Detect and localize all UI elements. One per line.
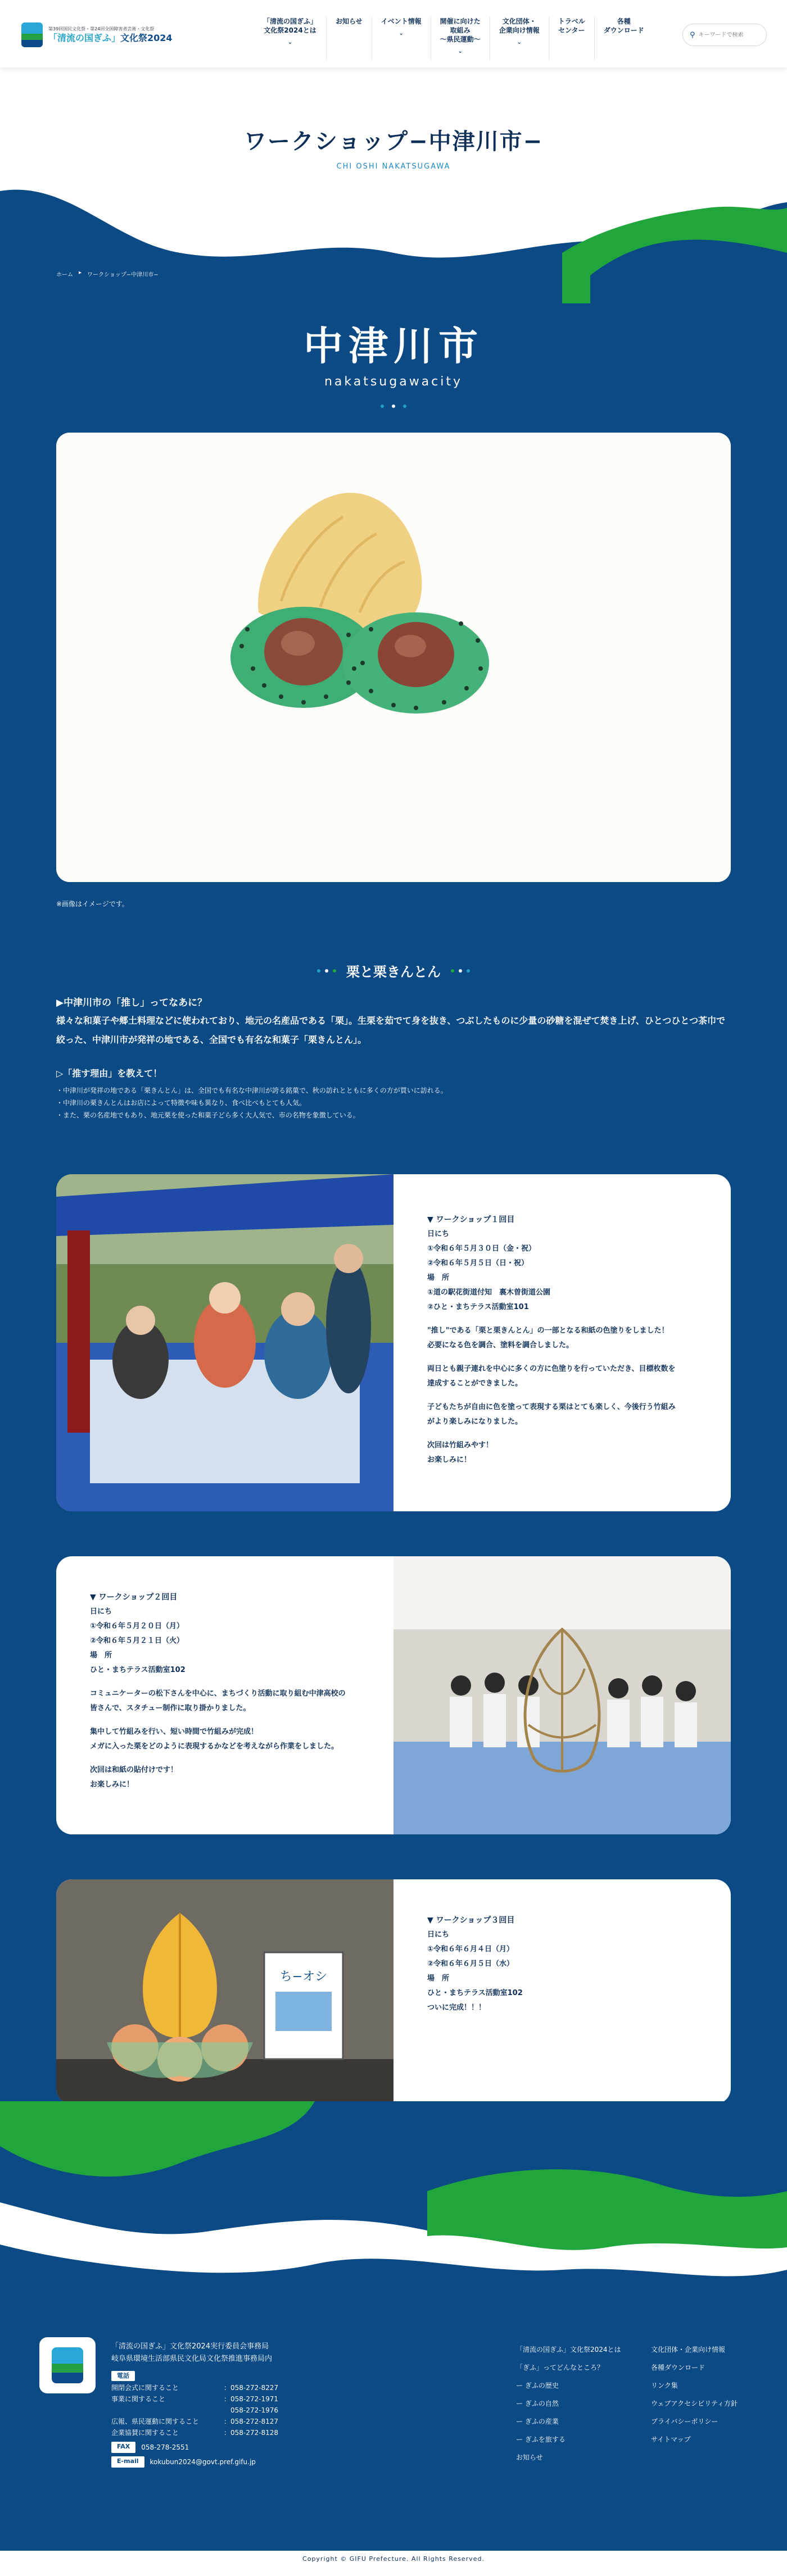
footer-phone-number: ：058-272-8128 [224, 2429, 279, 2437]
city-name: 中津川市 [304, 323, 483, 369]
section-title-text: 栗と栗きんとん [346, 964, 441, 980]
reason-item: ・中津川の栗きんとんはお店によって特徴や味も異なり、食べ比べもとても人気。 [56, 1099, 306, 1107]
logo-title-part1: 「清流の国ぎふ」 [48, 32, 121, 43]
workshop-line: ②令和６年６月５日（水） [427, 1960, 514, 1968]
footer-link[interactable]: ー ぎふの産業 [516, 2418, 559, 2425]
logo-mark-icon [21, 22, 43, 47]
nav-item-6[interactable] [594, 17, 653, 61]
intro-lead: 様々な和菓子や郷土料理などに使われており、地元の名産品である「栗」。生栗を茹でて身を抜き、つぶしたものに少量の砂糖を混ぜて焚き上げ、ひとつひとつ茶巾で絞った、中津川市が発祥の地である、全国でも有名な和菓子「栗きんとん」。 [56, 1015, 726, 1045]
chevron-down-icon: ⌄ [287, 39, 293, 46]
breadcrumb-separator-icon: ▸ [79, 270, 82, 276]
footer-link[interactable]: ウェブアクセシビリティ方針 [651, 2400, 738, 2407]
nav-item-label: 開催に向けた 取組み ～県民運動～ [440, 17, 481, 43]
workshop-line: がより楽しみになりました。 [427, 1418, 523, 1426]
dot-icon [403, 405, 406, 408]
global-nav [254, 17, 653, 61]
footer-phone-label: 開閉会式に関すること [111, 2384, 179, 2392]
nav-item-label: イベント情報 [381, 17, 422, 25]
nav-item-5[interactable] [549, 17, 594, 61]
workshop-line: ②令和６年５月５日（日・祝） [427, 1259, 529, 1267]
workshop-3-image [56, 1879, 394, 2104]
workshop-card-2 [56, 1556, 731, 1834]
section-dots-left [317, 969, 336, 973]
chevron-down-icon: ⌄ [399, 30, 404, 37]
workshop-card-1 [56, 1174, 731, 1511]
footer-phone-row [111, 2382, 278, 2393]
city-heading [0, 315, 787, 408]
workshop-line: ②ひと・まちテラス活動室101 [427, 1303, 529, 1311]
spacer [90, 1754, 365, 1763]
site-logo[interactable] [21, 22, 173, 47]
workshop-heading: ▼ ワークショップ２回目 [90, 1593, 178, 1602]
top-wave-decoration [0, 169, 787, 315]
workshop-heading: ▼ ワークショップ１回目 [427, 1215, 515, 1224]
workshop-heading: ▼ ワークショップ３回目 [427, 1916, 515, 1925]
workshop-2-photo [394, 1556, 731, 1834]
workshop-line: お楽しみに！ [90, 1780, 134, 1789]
footer-fax: 058-278-2551 [141, 2443, 189, 2451]
section-title [0, 961, 787, 980]
footer-phone-label [111, 2405, 224, 2416]
footer-org1: 「清流の国ぎふ」文化祭2024実行委員会事務局 [111, 2342, 269, 2351]
footer-link[interactable]: 「ぎふ」ってどんなところ？ [516, 2364, 604, 2371]
chevron-down-icon: ⌄ [458, 48, 463, 54]
footer-link[interactable]: サイトマップ [651, 2436, 691, 2443]
footer-links-1 [516, 2341, 621, 2466]
image-note: ※画像はイメージです。 [56, 900, 129, 908]
breadcrumb [56, 270, 159, 278]
breadcrumb-current: ワークショップ−中津川市− [87, 272, 159, 278]
footer-logo[interactable] [39, 2337, 96, 2393]
footer-phone-number: ：058-272-8127 [224, 2418, 279, 2425]
page-title: ワークショップ−中津川市− [243, 129, 544, 155]
spacer [90, 1678, 365, 1687]
workshop-line: ついに完成！！！ [427, 2003, 486, 2012]
footer-link[interactable]: 「清流の国ぎふ」文化祭2024とは [516, 2346, 621, 2354]
footer-link[interactable]: 文化団体・企業向け情報 [651, 2346, 726, 2354]
workshop-line: 子どもたちが自由に色を塗って表現する栗はとても楽しく、今後行う竹組み [427, 1403, 676, 1411]
footer-link[interactable]: 各種ダウンロード [651, 2364, 705, 2371]
workshop-card-3 [56, 1879, 731, 2104]
workshop-line: 皆さんで、スタチュー制作に取り掛かりました。 [90, 1704, 251, 1712]
nav-item-3[interactable] [431, 17, 490, 61]
footer-tag-fax: FAX [111, 2442, 135, 2453]
spacer [427, 1353, 703, 1362]
city-name-en: nakatsugawacity [324, 375, 463, 389]
footer-phone-number: ：058-272-1971 [224, 2395, 279, 2403]
footer-org2: 岐阜県環境生活部県民文化局文化祭推進事務局内 [111, 2355, 273, 2363]
reason-item: ・また、栗の名産地でもあり、地元栗を使った和菓子どら多く大人気で、市の名物を象徴している。 [56, 1111, 360, 1119]
breadcrumb-home[interactable]: ホーム [56, 272, 73, 278]
workshop-line: 次回は和紙の貼付けです！ [90, 1766, 178, 1774]
workshop-1-photo [56, 1174, 394, 1511]
kuri-kinton-illustration [56, 433, 731, 882]
spacer [427, 1429, 703, 1438]
spacer [427, 1315, 703, 1324]
site-header [0, 0, 787, 67]
workshop-line: 場 所 [427, 1974, 450, 1983]
workshop-line: 集中して竹組みを行い、短い時間で竹組みが完成！ [90, 1728, 259, 1736]
workshop-1-image [56, 1174, 394, 1511]
footer-link[interactable]: プライバシーポリシー [651, 2418, 718, 2425]
workshop-line: ①令和６年５月２０日（月） [90, 1622, 184, 1630]
main-illustration [56, 433, 731, 882]
workshop-line: ひと・まちテラス活動室102 [90, 1666, 186, 1674]
section-dots-right [451, 969, 470, 973]
footer-phone-number: ：058-272-8227 [224, 2384, 279, 2392]
workshop-line: 日にち [90, 1607, 112, 1616]
footer-phone-row [111, 2416, 278, 2427]
workshop-line: 両日とも親子連れを中心に多くの方に色塗りを行っていただき、目標枚数を [427, 1365, 676, 1373]
footer-phone-rows [111, 2382, 278, 2438]
bottom-wave-decoration [0, 2101, 787, 2337]
search-box[interactable] [682, 24, 767, 46]
workshop-line: ①道の駅花街道付知 裏木曽街道公園 [427, 1288, 551, 1297]
city-dots [0, 405, 787, 408]
nav-item-0[interactable] [254, 17, 326, 61]
search-icon[interactable]: ⚲ [690, 30, 695, 39]
workshop-line: コミュニケーターの松下さんを中心に、まちづくり活動に取り組む中津高校の [90, 1689, 346, 1698]
nav-item-1[interactable] [326, 17, 372, 61]
spacer [427, 1391, 703, 1400]
workshop-3-text [394, 1879, 731, 2104]
footer-phone-number: 058-272-1976 [224, 2406, 279, 2414]
footer-phone-label: 事業に関すること [111, 2395, 166, 2403]
workshop-line: 必要になる色を調合、塗料を調合しました。 [427, 1341, 574, 1350]
workshop-line: 達成することができました。 [427, 1379, 523, 1388]
workshop-line: 日にち [427, 1930, 450, 1939]
reason-list [56, 1084, 731, 1121]
nav-item-label: 文化団体・ 企業向け情報 [499, 17, 540, 34]
workshop-2-image [394, 1556, 731, 1834]
nav-item-2[interactable] [372, 17, 431, 61]
workshop-line: メガに入った栗をどのように表現するかなどを考えながら作業をしました。 [90, 1742, 339, 1751]
logo-title-part2: 文化祭2024 [120, 32, 173, 43]
workshop-line: ①令和６年５月３０日（金・祝） [427, 1244, 536, 1253]
workshop-line: ②令和６年５月２１日（火） [90, 1637, 184, 1645]
site-footer [0, 2326, 787, 2551]
workshop-line: ひと・まちテラス活動室102 [427, 1989, 523, 1997]
workshop-1-text [394, 1174, 731, 1511]
logo-subtitle: 第39回国民文化祭・第24回全国障害者芸術・文化祭 [48, 26, 155, 31]
poster-text: ち−オシ [279, 1970, 328, 1984]
workshop-line: お楽しみに！ [427, 1456, 472, 1464]
footer-tag-mail: E-mail [111, 2456, 144, 2468]
intro-text [56, 994, 731, 1121]
footer-phone-row [111, 2427, 278, 2438]
page-subtitle: CHI OSHI NAKATSUGAWA [336, 162, 451, 171]
dot-icon [392, 405, 395, 408]
footer-contact [111, 2341, 278, 2468]
spacer [90, 1716, 365, 1725]
footer-phone-row [111, 2393, 278, 2405]
footer-phone-label: 企業協賛に関すること [111, 2429, 179, 2437]
footer-links-2 [651, 2341, 738, 2448]
nav-item-4[interactable] [490, 17, 549, 61]
workshop-line: ①令和６年６月４日（月） [427, 1945, 514, 1953]
nav-item-label: トラベル センター [558, 17, 585, 34]
footer-link[interactable]: お知らせ [516, 2454, 543, 2461]
intro-question: ▶中津川市の「推し」ってなあに？ [56, 997, 207, 1008]
workshop-2-text [56, 1556, 394, 1834]
chevron-down-icon: ⌄ [517, 39, 522, 46]
dot-icon [381, 405, 384, 408]
workshop-line: 次回は竹組みやす！ [427, 1441, 494, 1450]
footer-tag-phone: 電話 [111, 2371, 135, 2381]
footer-mail-link[interactable]: kokubun2024@govt.pref.gifu.jp [150, 2458, 256, 2466]
nav-item-label: 各種 ダウンロード [603, 17, 644, 34]
copyright: Copyright © GIFU Prefecture. All Rights Reserved. [302, 2555, 485, 2563]
reason-item: ・中津川が発祥の地である「栗きんとん」は、全国でも有名な中津川が誇る銘菓で、秋の訪れとともに多くの方が買いに訪れる。 [56, 1087, 447, 1094]
workshop-line: 場 所 [90, 1651, 112, 1660]
workshop-line: 場 所 [427, 1274, 450, 1282]
footer-link[interactable]: ー ぎふの自然 [516, 2400, 559, 2407]
footer-link[interactable]: リンク集 [651, 2382, 678, 2389]
page-heading [0, 124, 787, 171]
footer-link[interactable]: ー ぎふを旅する [516, 2436, 566, 2443]
reason-title: ▷「推す理由」を教えて！ [56, 1068, 162, 1079]
logo-title [48, 32, 173, 44]
search-input[interactable] [699, 32, 755, 38]
footer-logo-mark-icon [52, 2347, 83, 2383]
footer-link[interactable]: ー ぎふの歴史 [516, 2382, 559, 2389]
footer-phone-row [111, 2405, 278, 2416]
nav-item-label: 「清流の国ぎふ」 文化祭2024とは [263, 17, 318, 34]
workshop-line: "推し"である「栗と栗きんとん」の一部となる和紙の色塗りをしました！ [427, 1326, 669, 1335]
nav-item-label: お知らせ [336, 17, 363, 25]
footer-phone-label: 広報、県民運動に関すること [111, 2418, 200, 2425]
workshop-3-photo [56, 1879, 394, 2104]
workshop-line: 日にち [427, 1230, 450, 1238]
